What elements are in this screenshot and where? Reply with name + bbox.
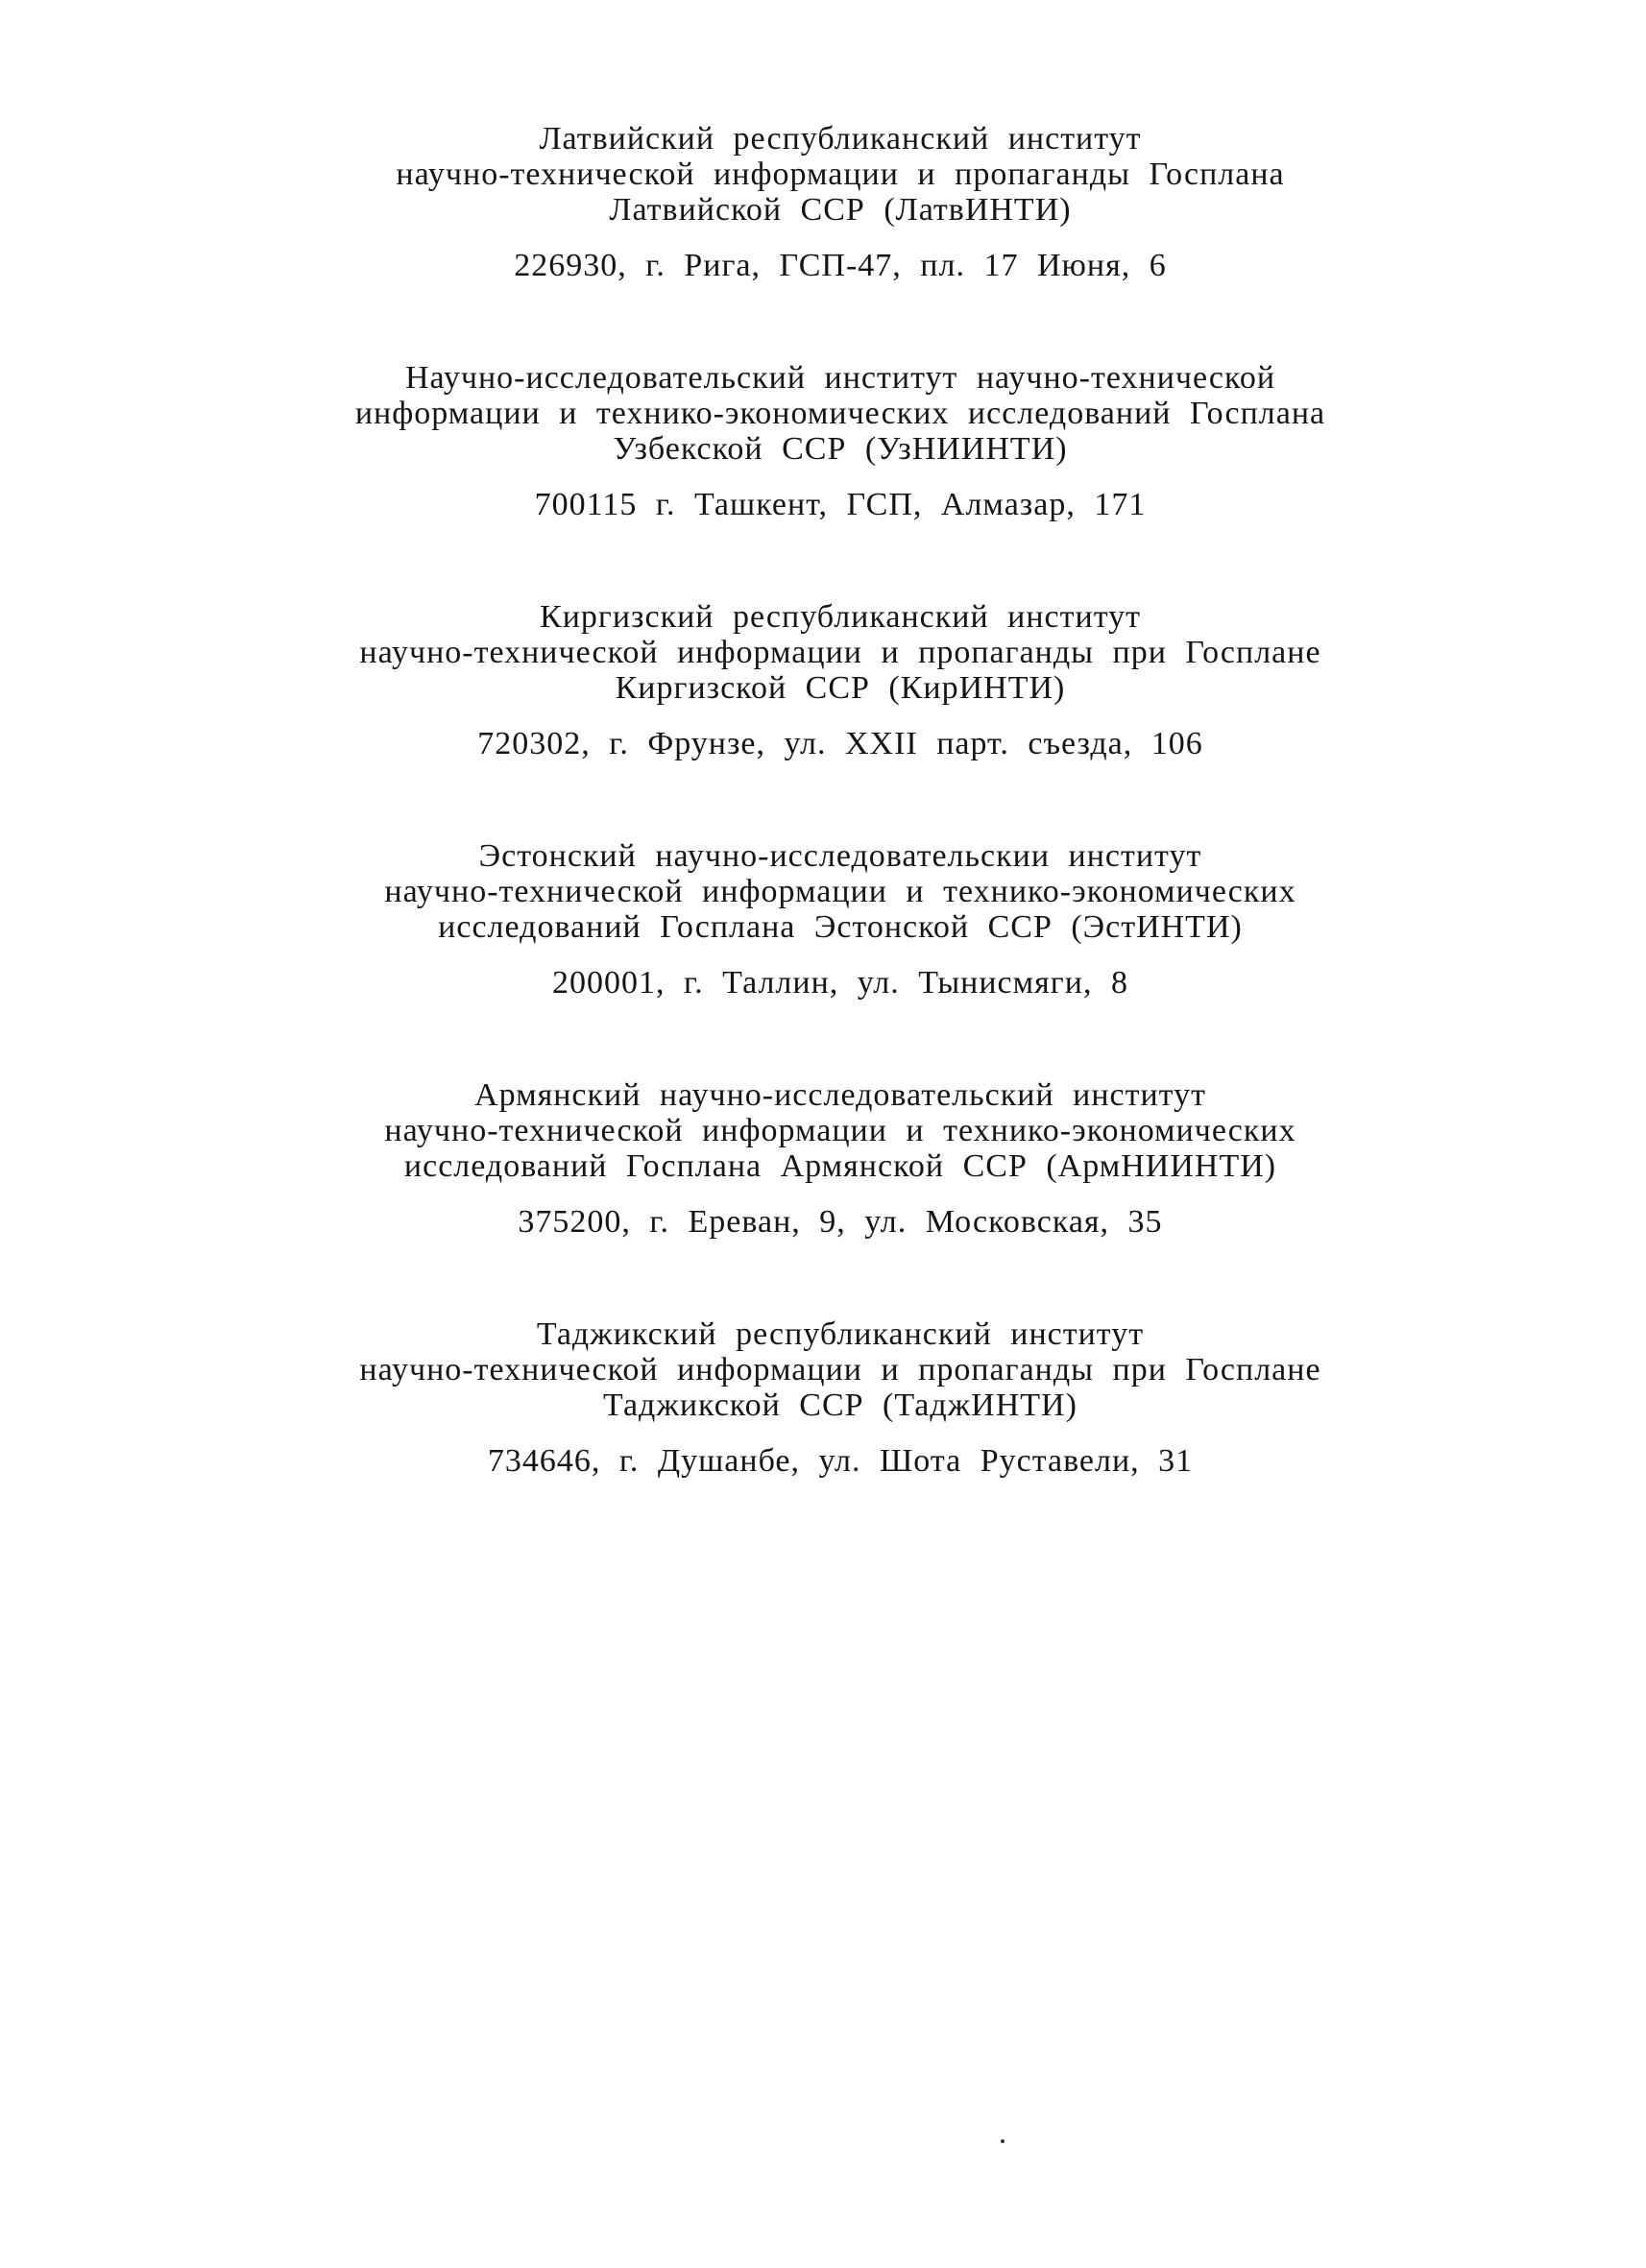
institute-name-line: Латвийский республиканский институт [539,121,1142,157]
print-speck [1001,2139,1005,2143]
institute-name-line: научно-технической информации и технико-экономических [384,1113,1296,1148]
institute-name-line: Узбекской ССР (УзНИИНТИ) [613,431,1068,467]
institute-name-line: Армянский научно-исследовательский институт [474,1077,1206,1113]
institute-entry-armenia [346,1077,1335,1242]
institute-address: 375200, г. Ереван, 9, ул. Московская, 35 [518,1204,1163,1240]
institute-address: 226930, г. Рига, ГСП-47, пл. 17 Июня, 6 [514,248,1167,283]
institute-entry-kyrgyzstan [346,599,1335,763]
institute-name-line: исследований Госплана Армянской ССР (АрмНИИНТИ) [403,1148,1277,1184]
institute-name-line: исследований Госплана Эстонской ССР (ЭстИНТИ) [438,909,1243,945]
institute-name-line: научно-технической информации и пропаганды при Госплане [359,635,1321,670]
institute-entry-estonia [346,838,1335,1002]
institute-name-line: Эстонский научно-исследовательскии институт [478,838,1202,874]
institute-name-line: Таджикской ССР (ТаджИНТИ) [603,1387,1077,1423]
institute-name-line: научно-технической информации и технико-экономических [384,874,1296,909]
institute-name-line: Киргизской ССР (КирИНТИ) [615,670,1066,706]
institute-name-line: научно-технической информации и пропаганды Госплана [396,157,1285,192]
institute-name-line: Киргизский республиканский институт [540,599,1141,635]
institute-list [346,121,1335,1481]
institute-entry-latvia [346,121,1335,285]
institute-name-line: научно-технической информации и пропаганды при Госплане [359,1352,1321,1387]
institute-address: 200001, г. Таллин, ул. Тынисмяги, 8 [552,965,1128,1001]
institute-name-line: Таджикский республиканский институт [536,1316,1145,1352]
institute-address: 720302, г. Фрунзе, ул. XXII парт. съезда, 106 [477,726,1203,761]
institute-address: 734646, г. Душанбе, ул. Шота Руставели, 31 [487,1443,1194,1479]
institute-entry-uzbekistan [346,360,1335,524]
institute-name-line: Латвийской ССР (ЛатвИНТИ) [609,192,1072,228]
institute-entry-tajikistan [346,1316,1335,1481]
institute-address: 700115 г. Ташкент, ГСП, Алмазар, 171 [534,487,1147,522]
institute-name-line: Научно-исследовательский институт научно-технической [404,360,1276,396]
institute-name-line: информации и технико-экономических исследований Госплана [354,396,1326,431]
